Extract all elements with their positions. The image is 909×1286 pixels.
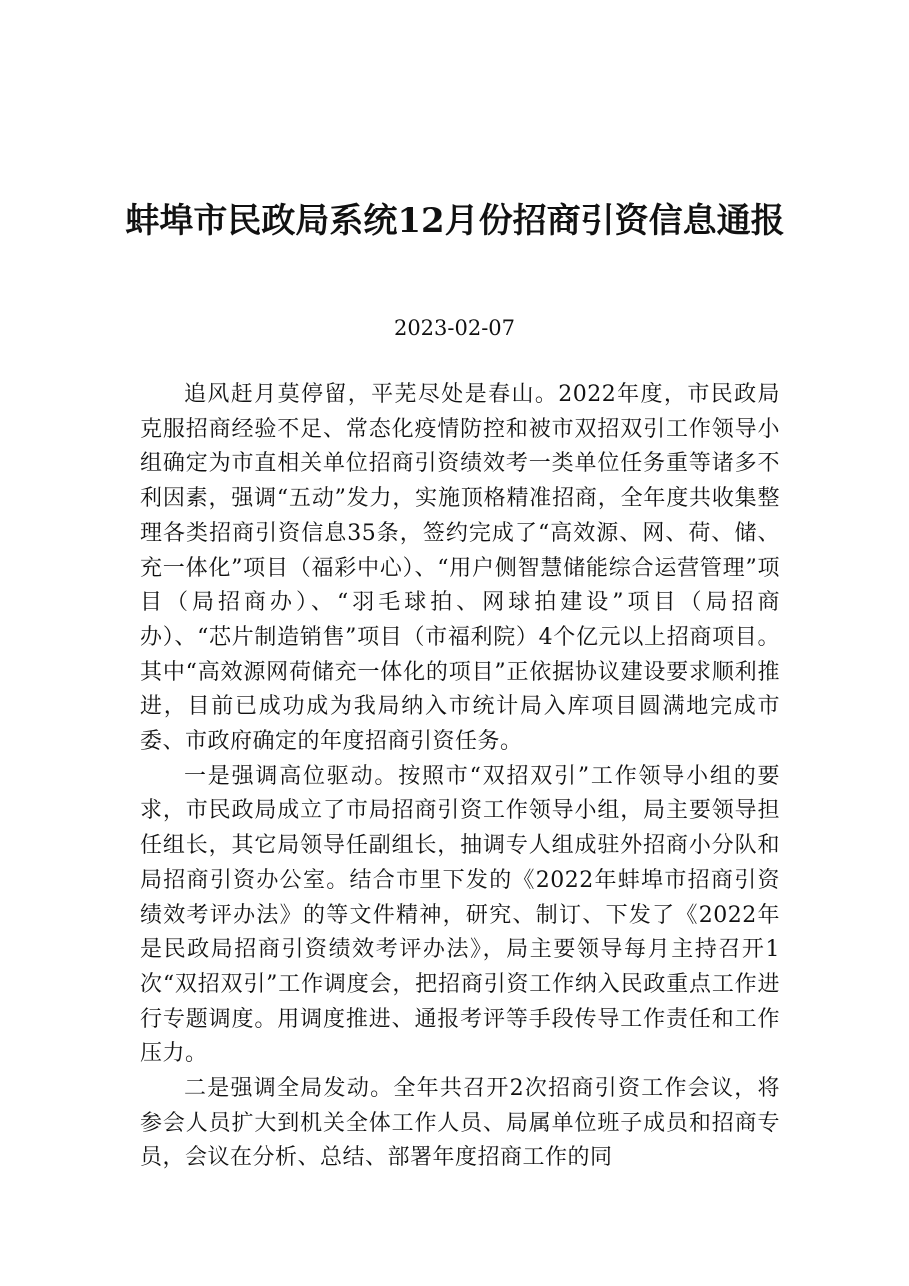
paragraph-whole-bureau-mobilization: 二是强调全局发动。全年共召开2次招商引资工作会议，将参会人员扩大到机关全体工作人员、局属单位班子成员和招商专员，会议在分析、总结、部署年度招商工作的同 <box>140 1076 780 1171</box>
document-date: 2023-02-07 <box>393 316 516 340</box>
paragraph-intro: 追风赶月莫停留，平芜尽处是春山。2022年度，市民政局克服招商经验不足、常态化疫情防控和被市双招双引工作领导小组确定为市直相关单位招商引资绩效考一类单位任务重等诸多不利因素，强调“五动”发力，实施顶格精准招商，全年度共收集整理各类招商引资信息35条，签约完成了“高效源、网、荷、储、充一体化”项目（福彩中心）、“用户侧智慧储能综合运营管理”项目（局招商办）、“羽毛球拍、网球拍建设”项目（局招商办）、“芯片制造销售”项目（市福利院）4个亿元以上招商项目。其中“高效源网荷储充一体化的项目”正依据协议建设要求顺利推进，目前已成功成为我局纳入市统计局入库项目圆满地完成市委、市政府确定的年度招商引资任务。 <box>140 382 780 755</box>
paragraph-high-level-drive: 一是强调高位驱动。按照市“双招双引”工作领导小组的要求，市民政局成立了市局招商引资工作领导小组，局主要领导担任组长，其它局领导任副组长，抽调专人组成驻外招商小分队和局招商引资办公室。结合市里下发的《2022年蚌埠市招商引资绩效考评办法》的等文件精神，研究、制订、下发了《2022年是民政局招商引资绩效考评办法》，局主要领导每月主持召开1次“双招双引”工作调度会，把招商引资工作纳入民政重点工作进行专题调度。用调度推进、通报考评等手段传导工作责任和工作压力。 <box>140 763 780 1067</box>
document-body <box>140 378 780 1176</box>
document-title: 蚌埠市民政局系统12月份招商引资信息通报 <box>125 201 785 241</box>
